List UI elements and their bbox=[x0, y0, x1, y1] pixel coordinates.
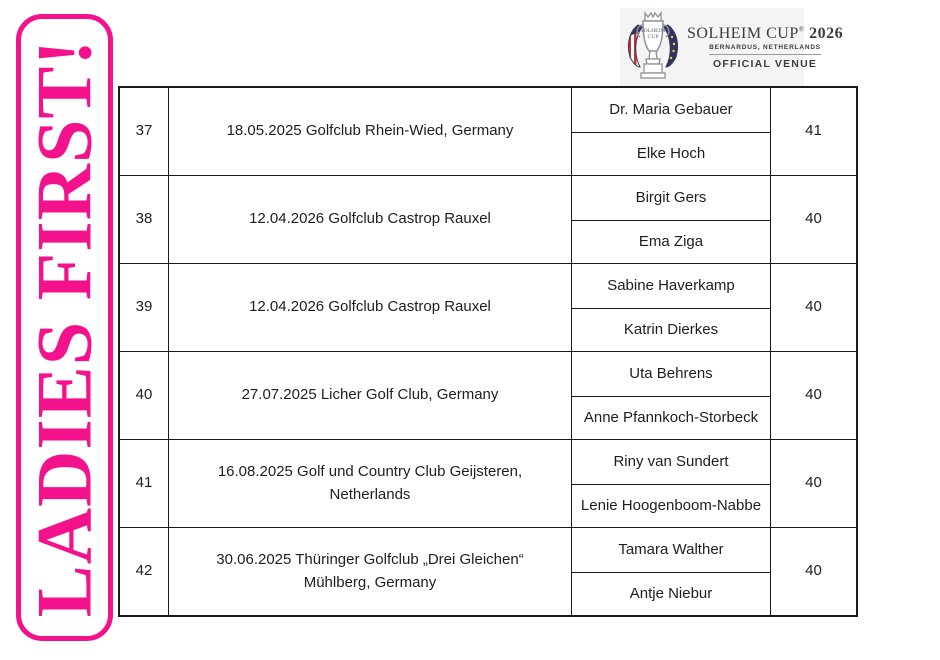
player1-name: Dr. Maria Gebauer bbox=[609, 101, 733, 119]
score-cell: 40 bbox=[805, 474, 822, 492]
table-row bbox=[120, 263, 856, 351]
rank-cell: 40 bbox=[120, 352, 169, 439]
players-cell bbox=[572, 440, 771, 527]
player2-name: Katrin Dierkes bbox=[572, 308, 770, 352]
table-row bbox=[120, 351, 856, 439]
player2-name: Ema Ziga bbox=[572, 220, 770, 264]
player1-name: Riny van Sundert bbox=[613, 453, 729, 471]
registered-mark: ® bbox=[798, 25, 805, 34]
score-cell: 40 bbox=[805, 562, 822, 580]
players-cell bbox=[572, 88, 771, 175]
score-cell: 40 bbox=[805, 298, 822, 316]
player2-name: Lenie Hoogenboom-Nabbe bbox=[572, 484, 770, 528]
score-cell: 40 bbox=[805, 386, 822, 404]
rank-cell: 42 bbox=[120, 528, 169, 615]
score-cell: 40 bbox=[805, 210, 822, 228]
logo-text-block bbox=[687, 25, 843, 70]
svg-text:CUP: CUP bbox=[647, 33, 659, 40]
players-cell bbox=[572, 264, 771, 351]
players-cell bbox=[572, 528, 771, 615]
score-cell: 41 bbox=[805, 122, 822, 140]
player1-name: Sabine Haverkamp bbox=[607, 277, 735, 295]
solheim-cup-logo bbox=[620, 8, 844, 86]
logo-divider bbox=[709, 54, 821, 55]
table-row bbox=[120, 527, 856, 615]
solheim-trophy-icon bbox=[624, 9, 682, 86]
rank-cell: 41 bbox=[120, 440, 169, 527]
event-cell: 30.06.2025 Thüringer Golfclub „Drei Gleichen“ Mühlberg, Germany bbox=[169, 528, 572, 615]
player1-name: Birgit Gers bbox=[635, 189, 707, 207]
player1-name: Uta Behrens bbox=[629, 365, 713, 383]
logo-title: SOLHEIM CUP® 2026 bbox=[687, 24, 844, 42]
banner-title: LADIES FIRST! bbox=[20, 38, 108, 617]
table-row bbox=[120, 439, 856, 527]
ladies-first-banner bbox=[16, 14, 113, 641]
players-cell bbox=[572, 176, 771, 263]
event-cell: 27.07.2025 Licher Golf Club, Germany bbox=[169, 352, 572, 439]
event-cell: 18.05.2025 Golfclub Rhein-Wied, Germany bbox=[169, 88, 572, 175]
logo-official-venue: OFFICIAL VENUE bbox=[712, 57, 818, 70]
table-row bbox=[120, 175, 856, 263]
rank-cell: 38 bbox=[120, 176, 169, 263]
event-cell: 16.08.2025 Golf und Country Club Geijsteren, Netherlands bbox=[169, 440, 572, 527]
player2-name: Anne Pfannkoch-Storbeck bbox=[572, 396, 770, 440]
logo-subtitle: BERNARDUS, NETHERLANDS bbox=[709, 43, 821, 51]
event-cell: 12.04.2026 Golfclub Castrop Rauxel bbox=[169, 264, 572, 351]
svg-text:SOLHEIM: SOLHEIM bbox=[640, 27, 666, 34]
results-table bbox=[118, 86, 858, 617]
rank-cell: 39 bbox=[120, 264, 169, 351]
player2-name: Antje Niebur bbox=[572, 572, 770, 616]
event-cell: 12.04.2026 Golfclub Castrop Rauxel bbox=[169, 176, 572, 263]
player1-name: Tamara Walther bbox=[618, 541, 724, 559]
rank-cell: 37 bbox=[120, 88, 169, 175]
player2-name: Elke Hoch bbox=[572, 132, 770, 176]
players-cell bbox=[572, 352, 771, 439]
table-row bbox=[120, 88, 856, 175]
